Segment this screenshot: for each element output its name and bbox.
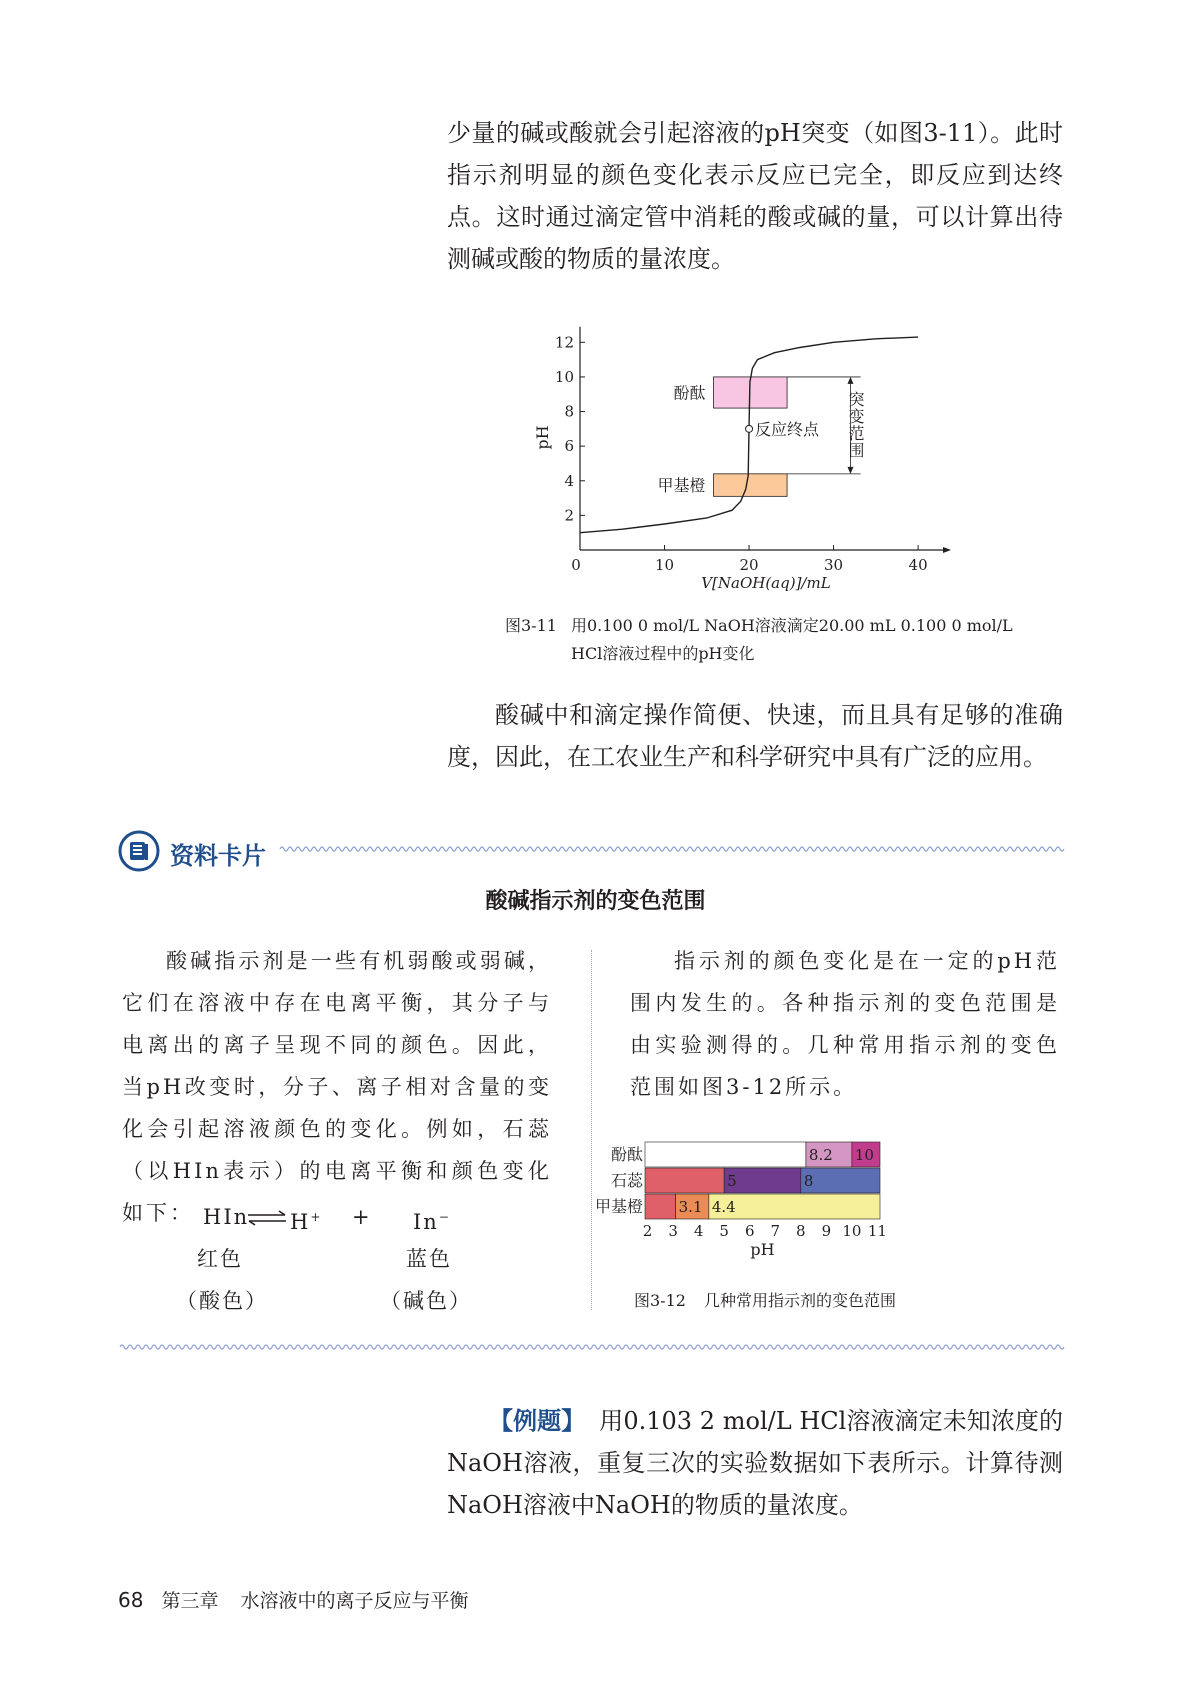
range-value-label: 8: [803, 1172, 814, 1190]
figure-3-12-caption: [634, 1287, 896, 1315]
y-axis-label: pH: [533, 425, 552, 450]
ph-tick-label: 5: [719, 1222, 729, 1240]
indicator-label: 石蕊: [610, 1171, 643, 1190]
y-tick-label: 6: [564, 437, 574, 456]
wave-line: [120, 1345, 1064, 1349]
indicator-label: 甲基橙: [594, 1197, 643, 1216]
reactant-color-label: 红色: [197, 1247, 243, 1271]
equation-reactant: HIn: [203, 1205, 250, 1229]
x-tick-label: 20: [739, 556, 759, 574]
equation-product-in: In−: [413, 1210, 451, 1234]
card-left-text: 酸碱指示剂是一些有机弱酸或弱碱，它们在溶液中存在电离平衡，其分子与电离出的离子呈现不同的颜色。因此，当pH改变时，分子、离子相对含量的变化会引起溶液颜色的变化。例如，石蕊（以HIn表示）的电离平衡和颜色变化如下：: [122, 949, 552, 1225]
chapter-number: 第三章: [161, 1590, 219, 1612]
figure-3-12-caption-text: 几种常用指示剂的变色范围: [703, 1291, 896, 1310]
page-footer: [118, 1586, 468, 1613]
ph-tick-label: 3: [668, 1222, 678, 1240]
y-tick-label: 4: [564, 471, 574, 490]
mid-paragraph: 酸碱中和滴定操作简便、快速，而且具有足够的准确度，因此，在工农业生产和科学研究中具有广泛的应用。: [447, 701, 1063, 771]
ph-tick-label: 9: [821, 1222, 832, 1240]
ph-tick-label: 2: [642, 1222, 653, 1240]
range-value-label: 3.1: [678, 1198, 703, 1216]
range-segment: [645, 1194, 676, 1219]
figure-3-11-caption: [505, 612, 1065, 668]
card-heading: 资料卡片: [170, 842, 266, 870]
band-label: 酚酞: [673, 383, 706, 403]
card-top-wave-divider: [280, 844, 1063, 854]
x-tick-label: 30: [824, 556, 844, 574]
page-number: 68: [118, 1588, 144, 1612]
y-tick-label: 12: [554, 333, 574, 352]
card-book-icon: [118, 830, 160, 872]
y-tick-label: 2: [564, 506, 574, 525]
figure-3-11-label: 图3-11: [505, 616, 557, 635]
wave-line: [280, 847, 1064, 851]
jump-range-arrow-up: [847, 377, 853, 384]
product-note: （碱色）: [380, 1289, 472, 1313]
example-problem: [447, 1400, 1063, 1526]
range-value-label: 5: [727, 1172, 737, 1190]
figure-3-11-caption-line1: 用0.100 0 mol/L NaOH溶液滴定20.00 mL 0.100 0 mol/L: [571, 616, 1013, 635]
y-tick-label: 10: [554, 367, 574, 386]
card-column-divider: [591, 950, 592, 1310]
indicator-band: [714, 474, 788, 497]
x-axis-label: V[NaOH(aq)]/mL: [701, 574, 831, 592]
example-text: 用0.103 2 mol/L HCl溶液滴定未知浓度的NaOH溶液，重复三次的实验数据如下表所示。计算待测NaOH溶液中NaOH的物质的量浓度。: [447, 1407, 1063, 1519]
endpoint-marker: [746, 425, 753, 432]
x-axis-arrow: [943, 547, 951, 553]
titration-curve: [580, 337, 918, 533]
example-tag: 【例题】: [489, 1407, 586, 1435]
x-tick-label: 10: [654, 556, 675, 574]
equation-product-h: H+: [290, 1210, 323, 1234]
range-value-label: 10: [854, 1146, 874, 1164]
jump-range-label: 突变范围: [845, 390, 865, 459]
chapter-title: 水溶液中的离子反应与平衡: [240, 1590, 469, 1612]
endpoint-label: 反应终点: [755, 419, 820, 439]
ph-tick-label: 7: [770, 1222, 781, 1240]
indicator-range-chart: [594, 1135, 940, 1275]
equation-plus: +: [352, 1205, 372, 1229]
card-right-text: 指示剂的颜色变化是在一定的pH范围内发生的。各种指示剂的变色范围是由实验测得的。几种常用指示剂的变色范围如图3-12所示。: [630, 949, 1060, 1099]
ph-tick-label: 11: [867, 1222, 887, 1240]
card-bottom-wave-divider: [120, 1342, 1063, 1352]
jump-range-arrow-down: [847, 467, 853, 474]
indicator-label: 酚酞: [610, 1145, 643, 1164]
x-tick-label: 0: [571, 556, 581, 574]
equilibrium-arrow-icon: [247, 1211, 287, 1225]
figure-3-11-caption-line2: HCl溶液过程中的pH变化: [571, 644, 755, 663]
ph-axis-label: pH: [750, 1240, 775, 1259]
product-color-label: 蓝色: [406, 1247, 452, 1271]
ph-tick-label: 4: [693, 1222, 704, 1240]
card-title: 酸碱指示剂的变色范围: [485, 889, 706, 914]
reactant-note: （酸色）: [176, 1289, 268, 1313]
ph-tick-label: 8: [796, 1222, 806, 1240]
range-value-label: 4.4: [711, 1198, 736, 1216]
range-segment: [645, 1168, 724, 1193]
x-tick-label: 40: [908, 556, 928, 574]
y-tick-label: 8: [564, 402, 574, 421]
ph-tick-label: 6: [744, 1222, 755, 1240]
intro-paragraph: 少量的碱或酸就会引起溶液的pH突变（如图3-11）。此时指示剂明显的颜色变化表示反应已完全，即反应到达终点。这时通过滴定管中消耗的酸或碱的量，可以计算出待测碱或酸的物质的量浓度。: [447, 119, 1063, 273]
titration-curve-chart: [520, 300, 1000, 600]
figure-3-12-label: 图3-12: [634, 1291, 686, 1310]
range-value-label: 8.2: [808, 1146, 833, 1164]
range-segment: [645, 1142, 806, 1167]
band-label: 甲基橙: [657, 476, 706, 496]
ph-tick-label: 10: [842, 1222, 862, 1240]
